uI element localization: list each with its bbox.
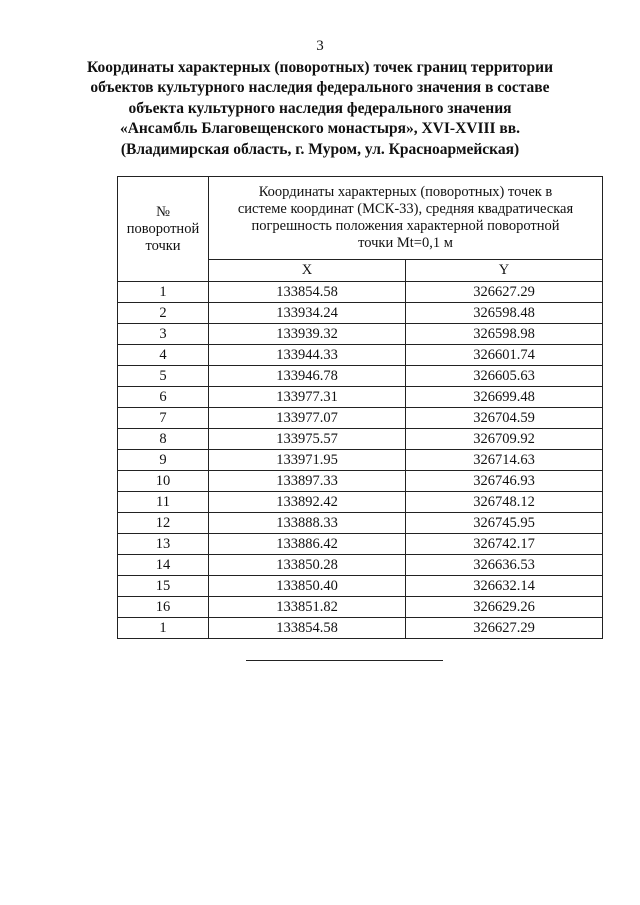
table-row xyxy=(118,429,603,450)
table-row xyxy=(118,471,603,492)
x-cell: 133971.95 xyxy=(209,450,406,471)
document-title xyxy=(40,58,600,160)
y-header: Y xyxy=(406,260,603,282)
y-cell: 326632.14 xyxy=(406,576,603,597)
point-number-cell: 16 xyxy=(118,597,209,618)
table-row xyxy=(118,618,603,639)
table-row xyxy=(118,576,603,597)
x-cell: 133934.24 xyxy=(209,303,406,324)
point-number-cell: 6 xyxy=(118,387,209,408)
y-cell: 326748.12 xyxy=(406,492,603,513)
header-line: погрешность положения характерной поворотной xyxy=(251,218,560,234)
x-cell: 133851.82 xyxy=(209,597,406,618)
coordinates-description-header xyxy=(209,177,603,260)
y-cell: 326601.74 xyxy=(406,345,603,366)
x-cell: 133886.42 xyxy=(209,534,406,555)
x-cell: 133944.33 xyxy=(209,345,406,366)
title-line: объектов культурного наследия федерального значения в составе xyxy=(90,79,550,97)
x-cell: 133939.32 xyxy=(209,324,406,345)
table-body xyxy=(118,282,603,639)
point-number-cell: 7 xyxy=(118,408,209,429)
y-cell: 326699.48 xyxy=(406,387,603,408)
x-cell: 133897.33 xyxy=(209,471,406,492)
x-cell: 133854.58 xyxy=(209,282,406,303)
y-cell: 326627.29 xyxy=(406,282,603,303)
point-number-cell: 3 xyxy=(118,324,209,345)
point-number-cell: 11 xyxy=(118,492,209,513)
x-cell: 133977.07 xyxy=(209,408,406,429)
coordinates-table xyxy=(117,176,603,639)
point-number-cell: 8 xyxy=(118,429,209,450)
title-line: (Владимирская область, г. Муром, ул. Красноармейская) xyxy=(120,140,520,158)
header-line: № xyxy=(156,203,170,220)
table-row xyxy=(118,408,603,429)
point-number-cell: 13 xyxy=(118,534,209,555)
x-cell: 133854.58 xyxy=(209,618,406,639)
table-row xyxy=(118,345,603,366)
y-cell: 326745.95 xyxy=(406,513,603,534)
x-cell: 133975.57 xyxy=(209,429,406,450)
table-row xyxy=(118,282,603,303)
page-number: 3 xyxy=(316,38,324,54)
x-header: X xyxy=(209,260,406,282)
table-row xyxy=(118,513,603,534)
table-row xyxy=(118,303,603,324)
point-number-cell: 14 xyxy=(118,555,209,576)
y-cell: 326746.93 xyxy=(406,471,603,492)
table-row xyxy=(118,534,603,555)
table-row xyxy=(118,324,603,345)
point-number-cell: 2 xyxy=(118,303,209,324)
point-number-cell: 5 xyxy=(118,366,209,387)
title-line: Координаты характерных (поворотных) точек границ территории xyxy=(86,59,554,76)
point-number-cell: 1 xyxy=(118,618,209,639)
point-number-cell: 1 xyxy=(118,282,209,303)
table-row xyxy=(118,492,603,513)
x-cell: 133977.31 xyxy=(209,387,406,408)
header-line: системе координат (МСК-33), средняя квадратическая xyxy=(237,201,574,217)
y-cell: 326636.53 xyxy=(406,555,603,576)
title-line: объекта культурного наследия федерального значения xyxy=(128,99,512,117)
header-line: точки xyxy=(145,237,181,254)
y-cell: 326704.59 xyxy=(406,408,603,429)
y-cell: 326742.17 xyxy=(406,534,603,555)
header-line: точки Mt=0,1 м xyxy=(358,235,453,251)
point-number-cell: 15 xyxy=(118,576,209,597)
y-cell: 326598.98 xyxy=(406,324,603,345)
footer-divider xyxy=(246,660,443,661)
y-cell: 326605.63 xyxy=(406,366,603,387)
header-line: Координаты характерных (поворотных) точек в xyxy=(258,184,553,200)
table-row xyxy=(118,597,603,618)
y-cell: 326598.48 xyxy=(406,303,603,324)
x-cell: 133850.40 xyxy=(209,576,406,597)
point-number-header xyxy=(118,177,209,282)
point-number-cell: 4 xyxy=(118,345,209,366)
table-row xyxy=(118,450,603,471)
header-line: поворотной xyxy=(126,220,200,237)
x-cell: 133946.78 xyxy=(209,366,406,387)
table-row xyxy=(118,387,603,408)
point-number-cell: 12 xyxy=(118,513,209,534)
x-cell: 133888.33 xyxy=(209,513,406,534)
y-cell: 326627.29 xyxy=(406,618,603,639)
y-cell: 326709.92 xyxy=(406,429,603,450)
y-cell: 326714.63 xyxy=(406,450,603,471)
point-number-cell: 10 xyxy=(118,471,209,492)
point-number-cell: 9 xyxy=(118,450,209,471)
y-cell: 326629.26 xyxy=(406,597,603,618)
title-line: «Ансамбль Благовещенского монастыря», XVI-XVIII вв. xyxy=(119,120,521,138)
x-cell: 133892.42 xyxy=(209,492,406,513)
table-row xyxy=(118,555,603,576)
x-cell: 133850.28 xyxy=(209,555,406,576)
table-row xyxy=(118,366,603,387)
